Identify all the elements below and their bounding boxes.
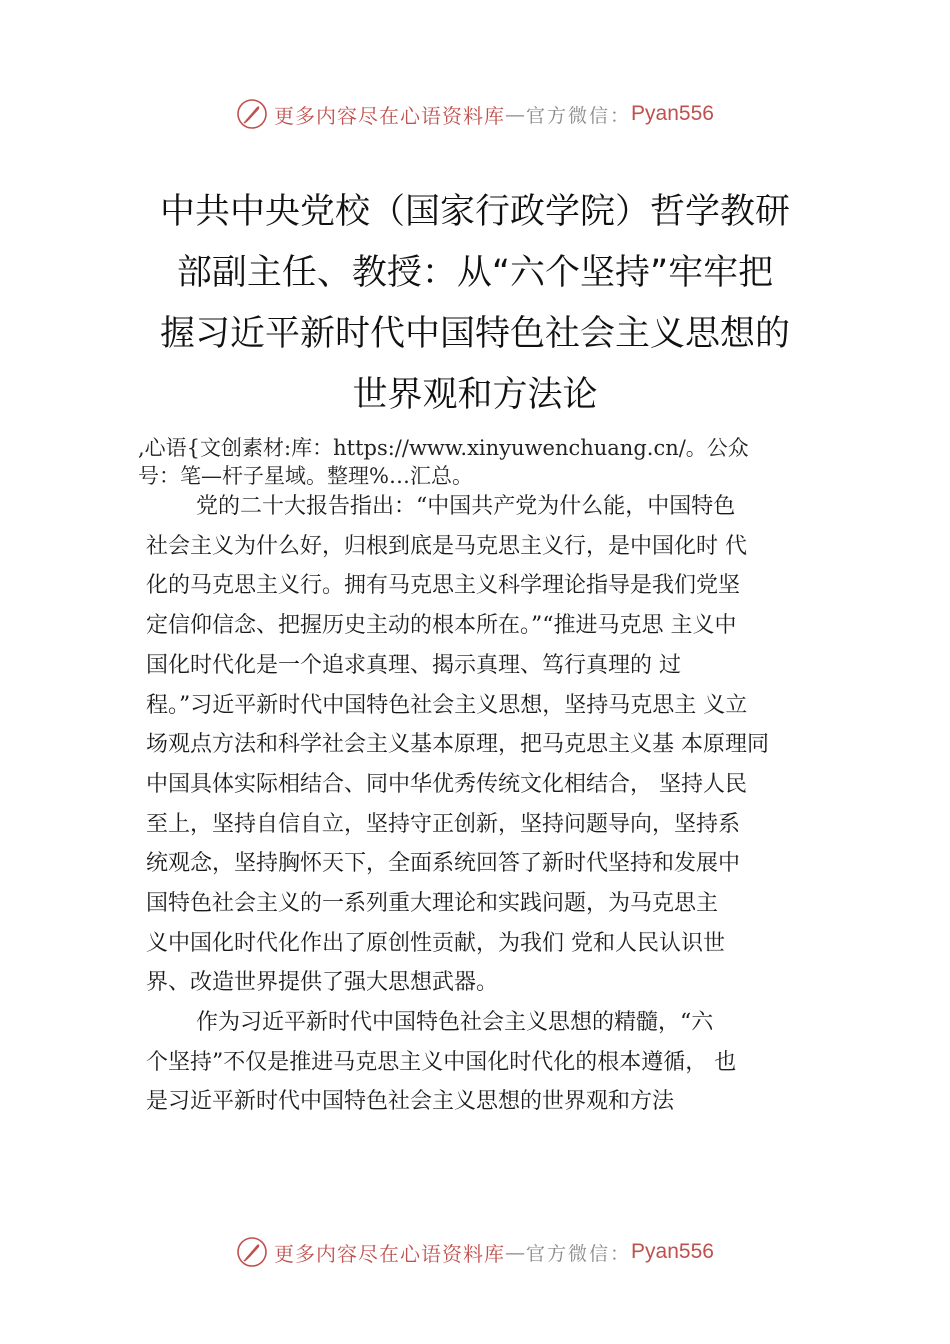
body-paragraph-1 — [146, 487, 836, 1003]
body-paragraph-2 — [146, 1003, 836, 1122]
paragraph-line: 界、改造世界提供了强大思想武器。 — [146, 970, 499, 996]
paragraph-line: 化的马克思主义行。拥有马克思主义科学理论指导是我们党坚 — [146, 573, 741, 599]
title-line: 握习近平新时代中国特色社会主义思想的 — [159, 314, 790, 354]
source-line: 号：笔—杆子星域。整理%…汇总。 — [138, 464, 473, 488]
banner-wechat-handle: Pyan556 — [631, 1240, 714, 1263]
paragraph-line: 是习近平新时代中国特色社会主义思想的世界观和方法 — [146, 1089, 675, 1115]
banner-wechat-label: 官方微信： — [526, 104, 632, 127]
paragraph-line: 场观点方法和科学社会主义基本原理，把马克思主义基 本原理同 — [146, 732, 769, 758]
paragraph-line: 义中国化时代化作出了原创性贡献，为我们 党和人民认识世 — [146, 930, 725, 956]
title-line: 世界观和方法论 — [352, 375, 598, 415]
document-title — [130, 182, 820, 426]
paragraph-line: 定信仰信念、把握历史主动的根本所在。”“推进马克思 主义中 — [146, 613, 737, 639]
paragraph-line: 社会主义为什么好，归根到底是马克思主义行，是中国化时 代 — [146, 533, 747, 559]
paragraph-line: 党的二十大报告指出：“中国共产党为什么能，中国特色 — [196, 494, 736, 519]
header-banner — [0, 92, 950, 136]
title-line: 部副主任、教授：从“六个坚持”牢牢把 — [176, 253, 774, 293]
banner-main-text: 更多内容尽在心语资料库 — [274, 1241, 506, 1266]
paragraph-line: 中国具体实际相结合、同中华优秀传统文化相结合， 坚持人民 — [146, 771, 747, 797]
quill-pen-icon — [236, 98, 268, 130]
paragraph-line: 国特色社会主义的一系列重大理论和实践问题，为马克思主 — [146, 891, 719, 917]
title-line: 中共中央党校（国家行政学院）哲学教研 — [159, 192, 790, 232]
banner-main-text: 更多内容尽在心语资料库 — [274, 103, 506, 128]
source-note — [138, 434, 838, 490]
footer-banner — [0, 1230, 950, 1274]
paragraph-line: 程。”习近平新时代中国特色社会主义思想，坚持马克思主 义立 — [146, 692, 748, 718]
paragraph-line: 至上，坚持自信自立，坚持守正创新，坚持问题导向，坚持系 — [146, 811, 741, 837]
banner-wechat-label: 官方微信： — [526, 1242, 632, 1265]
paragraph-line: 个坚持”不仅是推进马克思主义中国化时代化的根本遵循， 也 — [146, 1049, 737, 1075]
paragraph-line: 作为习近平新时代中国特色社会主义思想的精髓，“六 — [196, 1010, 714, 1035]
paragraph-line: 国化时代化是一个追求真理、揭示真理、笃行真理的 过 — [146, 652, 681, 678]
banner-wechat-handle: Pyan556 — [631, 102, 714, 125]
paragraph-line: 统观念，坚持胸怀天下，全面系统回答了新时代坚持和发展中 — [146, 851, 741, 877]
quill-pen-icon — [236, 1236, 268, 1268]
banner-separator: — — [505, 102, 527, 126]
source-line: ,心语{文创素材:库：https://www.xinyuwenchuang.cn/。公众 — [138, 436, 749, 460]
banner-separator: — — [505, 1240, 527, 1264]
